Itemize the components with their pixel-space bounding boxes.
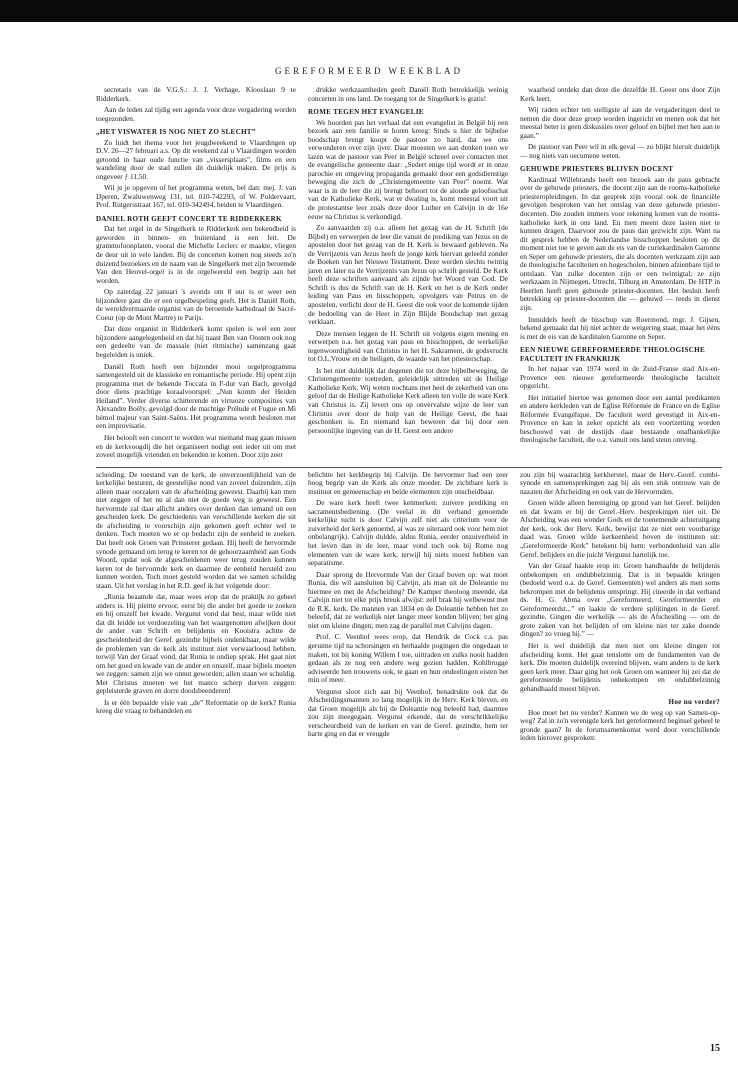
- article-paragraph: belichtte het kerkbegrip bij Calvijn. De hervormer had een zeer hoog begrip van de Kerk als onze moeder. De zichtbare kerk is instituut en gemeenschap en beide elementen zijn onscheidbaar.: [308, 469, 508, 496]
- article-paragraph: Het initiatief hiertoe was genomen door een aantal predikanten en andere kerkleden van de Eglise Réformée de France en de Eglise Réformée Evangélique. De faculteit werd gevestigd in Aix-en-Provence en kan in zeker opzicht als een voortzetting worden beschouwd van de destijds daar bestaande onafhankelijke theologische faculteit, die o.a. vanuit ons land steun ontving.: [520, 392, 720, 445]
- upper-column-1: [96, 86, 296, 463]
- article-paragraph: Vergunst sloot zich aan bij Veenhof, benadrukte ook dat de Afscheidingsmannen zo lang mogelijk in de Herv. Kerk bleven, en dat Groen mogelijk als hij de Doleantie nog beleefd had, daarmee zou zijn meegegaan. Vergunst erkende, dat de verschrikkelijke verscheurdheid van de kerken en van de Geref. gezindte, hem ter harte ging en dat er vreugde: [308, 686, 508, 739]
- article-heading: „HET VISWATER IS NOG NIET ZO SLECHT”: [96, 128, 256, 137]
- article-paragraph: Wil je je opgeven of het programma weten, bel dan: mej. J. van IJperen, Zwaluwenweg 131, tel. 010-742293, of W. Poldervaart, Prof. Rutgersstraat 167, tel. 010-342494, beiden te Vlaardingen.: [96, 183, 296, 210]
- running-header: GEREFORMEERD WEEKBLAD: [274, 66, 464, 76]
- article-heading: Hoe nu verder?: [668, 698, 720, 707]
- article-paragraph: Op zaterdag 22 januari 's avonds om 8 uur is er weer een bijzondere gast die er een orgelbespeling geeft. Het is Daniël Roth, de wereldvermaarde organist van de beroemde kathedraal de Sacré-Coeur (op de Mont Martre) te Parijs.: [96, 287, 296, 322]
- article-paragraph: Groen wilde alleen hereniging op grond van het Geref. belijden en dat kwam er bij de Geref.-Herv. besprekingen niet uit. De Afscheiding was een wonder Gods en de toenemende achteruitgang der kerk, ook der Herv. Kerk, bewijst dat ze niet een voorbarige daad was. Groen wilde kerkeenheid boven de instituten uit: „Gereformeerde Kerk” betekent bij hem: verbondenheid van alle Geref. belijders en die juicht Vergunst hartelijk toe.: [520, 498, 720, 559]
- article-paragraph: Kardinaal Willebrands heeft een bezoek aan de paus gebracht over de gehuwde priesters, die docent zijn aan de rooms-katholieke priesteropleidingen. In dat gesprek zijn vooral ook de financiële gevolgen besproken van het ontslag van deze gehuwde priester-docenten. Die zouden immers voor rekening komen van de rooms-katholieke kerk in ons land. En men meent deze lasten niet te kunnen dragen. Daarvoor zou de paus dan gezwicht zijn. Want na dit gesprek hebben de Nederlandse bisschoppen besloten op dit moment niet toe te geven aan de eis van de curiekardinalen Garonne en Seper om gehuwde priesters, die als docenten werkzaam zijn aan de theologische faculteiten en hogescholen, binnen afzienbare tijd te ontslaan. Van zulke docenten zijn er een twintigtal; ze zijn werkzaam in Nijmegen, Utrecht, Tilburg en Amsterdam. De HTP in Heerlen heeft geen gehuwde priester-docenten. Het besluit heeft betrekking op priester-docenten die — gehuwd — reeds in dienst zijn.: [520, 174, 720, 312]
- article-paragraph: „Runia beaamde dat, maar wees erop dat de praktijk zo geheel anders is. Hij pleitte ervoor, eerst bij die ander het goede te zoeken en bij onszelf het kwade. Vergunst vond dat best, maar wilde niet dat dit leidde tot verdoezeling van het waargenomen afwijken door de ander van Schrift en belijdenis en Kooistra achtte de gescheidenheid der Geref. gezindte bijbels ondenkbaar, maar wilde de problemen van de kerk als instituut niet verwaarloosd hebben, terwijl Van der Graaf vond, dat Runia te ondiep sprak. Het gaat niet om het goed en kwade van de ander en onszelf, maar bijbels moeten we zeggen: samen zijn we onnut geworden; allen staan we schuldig. Met Christus moeten we het manco scherp durven zeggen: gepleisterde graven en dorre doodsbeenderen!: [96, 592, 296, 696]
- upper-columns: [96, 86, 722, 463]
- lower-column-1: [96, 471, 296, 746]
- article-paragraph: Daniël Roth heeft een bijzonder mooi orgelprogramma samengesteld uit de klassieke en romantische periode. Hij opent zijn programma met de bekende Toccata in F-dur van Bach, gevolgd door diens prachtige koraalvoorspel: „Nun komm der Heiden Heiland”. Verder diverse schitterende en virtuoze composities van Alexandre Boëly, gevolgd door de machtige Prélude et Fugue en Mi bémol majeur van Saint-Saëns. Het programma wordt besloten met een improvisatie.: [96, 361, 296, 431]
- article-paragraph: Wij raden echter ten stelligste af aan de vergaderingen deel te nemen die door deze groep worden ingericht en menen ook dat het meestal beter is geen diskussies over geloof en bijbel met hen aan te gaan.”: [520, 105, 720, 140]
- upper-column-3: [520, 86, 720, 463]
- lower-column-2: [308, 471, 508, 746]
- article-paragraph: In het najaar van 1974 werd in de Zuid-Franse stad Aix-en-Provence een nieuwe gereformeerde theologische faculteit opgericht.: [520, 363, 720, 391]
- page-body: [96, 86, 722, 746]
- section-divider: [96, 467, 722, 468]
- article-paragraph: Het is wel duidelijk dat men niet om kleine dingen tot afscheiding komt. Het gaat tenslotte om de fundamenten van de kerk. Die moeten duidelijk overeind blijven, want anders is de kerk geen kerk meer. Daar ging het ook Groen om wanneer hij zei dat de gereformeerde belijdenis onbekompen en ondubbelzinnig gehandhaafd moest blijven.: [520, 640, 720, 693]
- article-paragraph: zou zijn bij waarachtig kerkherstel, maar de Herv.-Geref. combi-synode en samensprekingen zag hij als een stuk ontrouw van de nazaten der Afscheiding en ook van de Hervormden.: [520, 469, 720, 496]
- article-paragraph: Hoe moet het nu verder? Kunnen we de weg op van Samen-op-weg? Zal in zo'n verenigde kerk het gereformeerd beginsel geheel te gronde gaan? In de forumsamenkomst werd door verschillende leden hierover gesproken:: [520, 707, 720, 743]
- article-paragraph: Aan de leden zal tijdig een agenda voor deze vergadering worden toegezonden.: [96, 105, 296, 123]
- article-paragraph: Zo aanvaarden zij o.a. alleen het gezag van de H. Schrift (de Bijbel) en verwerpen de leer die vanuit de prediking van Jezus en de apostelen door het gezag van de H. Kerk is bewaard gebleven. Na de Verrijzenis van Jezus heeft de jonge kerk hiervan geleefd zonder de Boeken van het Nieuwe Testament. Deze werden slechts twintig jaren en later na de Verrijzenis van Jezus op schrift gesteld. De Kerk heeft deze schriften aanvaard als zijnde het Woord van God. De Schrift is dus de Schrift van de H. Kerk en het is de Kerk onder leiding van Paus en bisschoppen, opvolgers van Petrus en de apostelen, verlicht door de H. Geest die ook voor de komende tijden de bedoeling van de Heer in Zijn Blijde Boodschap met gezag verklaart.: [308, 223, 508, 327]
- article-heading: EEN NIEUWE GEREFORMEERDE THEOLOGISCHE FACULTEIT IN FRANKRIJK: [520, 346, 705, 363]
- article-paragraph: Van der Graaf haakte erop in: Groen handhaafde de belijdenis onbekompen en ondubbelzinnig. Dat is in bepaalde kringen (bedoeld werd o.a. de Geref. Gemeenten) wel anders als men soms bekrompen met de belijdenis omspringt. Hij citeerde in dat verband ds. H. G. Abma over „Gereformeerd, Gereformeerder en Gereformeerdst...” en laakte de verdere splijtingen in de Geref. gezindte. Gingen die werkelijk — als de Afscheiding — om de grote zaken van het belijden of om kleine niet ter zake doende dingen? zo vroeg hij.” —: [520, 561, 720, 639]
- article-paragraph: Inmiddels heeft de bisschop van Roermond, mgr. J. Gijsen, bekend gemaakt dat hij niet achter de weigering staat, maar het ééns is met de eis van de kardinalen Garonne en Seper.: [520, 314, 720, 341]
- article-paragraph: De ware kerk heeft twee kenmerken: zuivere prediking en sacramentsbediening. (De veelal in dit verband genoemde kerkelijke tucht is door Calvijn zelf niet als criterium voor de zuiverheid der kerk genoemd, al was ze uiteraard ook voor hem niet onbelangrijk). Calvijn duldde, aldus Runia, eerder onzuiverheid in het leven dan in de leer, maar vond toch ook bij Rome nog elementen van de ware kerk, terwijl hij niets moest hebben van separatisme.: [308, 498, 508, 568]
- article-heading: GEHUWDE PRIESTERS BLIJVEN DOCENT: [520, 165, 674, 174]
- article-paragraph: scheiding. De toestand van de kerk, de onverzoenlijkheid van de kerkelijke besturen, de geestelijke nood van zoveel duizenden, zijn alleen maar oorzaken van de afscheiding geweest. Daarbij kan men niet zeggen of het nu al dan niet de goede weg is geweest. Een hervormde zal daar allicht anders over denken dan iemand uit een gescheiden kerk. De geschiedenis van verschillende kerken die uit de afscheiding te voorschijn zijn gekomen geeft echter wel te denken. Toch moeten we er op bedacht zijn de eenheid te zoeken. Dat heeft ook Groen van Prinsterer gedaan. Hij heeft de hervormde synode gemaand om terug te keren tot de gehoorzaamheid aan Gods Woord, opdat ook de afgescheidenen weer terug zouden kunnen keren tot de hervormde kerk en daarmee de eenheid hersteld zou kunnen worden. Toch moet gesteld worden dat we samen schuldig staan. Uit het verslag in het R.D. geef ik het volgende door:: [96, 469, 296, 590]
- article-paragraph: De pastoor van Peer wil in elk geval — zo blijkt hieruit duidelijk — nog niets van oecumene weten.: [520, 142, 720, 160]
- article-paragraph: Prof. C. Veenhof wees erop, dat Hendrik de Cock c.s. pas geruime tijd na schorsingen en herhaalde pogingen die ongedaan te maken, tot bij koning Willem I toe, uittraden en zulks nooit hadden gedaan als ze nog een andere weg gezien hadden. Kohlbrugge adviseerde hen trouwens ook, te gaan en hun ondeelingen eisten het min of meer.: [308, 632, 508, 685]
- article-paragraph: Zo luidt het thema voor het jeugdweekend te Vlaardingen op D.V. 26—27 februari a.s. Op dit weekend zal u Vlaardingen worden getoond in haar oude functie van „vissersplaats”, films en een wandeling door de stad zullen dit duidelijk maken. De prijs is ongeveer ƒ 11,50.: [96, 137, 296, 181]
- article-heading: ROME TEGEN HET EVANGELIE: [308, 108, 424, 117]
- article-paragraph: Dat deze organist in Ridderkerk komt spelen is wel een zeer bijzondere aangelegenheid en dat hij naast Ben van Oosten ook nog een gedeelte van de massale (niet ritmische) samenzang gaat begeleiden is uniek.: [96, 324, 296, 360]
- lower-column-3: [520, 471, 720, 746]
- article-paragraph: Daar sprong de Hervormde Van der Graaf boven op: wat moet Runia, die wil aansluiten bij Calvijn, als man uit de Doleantie nu hiermee en met de Afscheiding? De Kamper theoloog meende, dat Calvijn niet tot elke prijs breuk afwijst: zelf brak hij welbewust met de R.K. kerk. De mannen van 1834 en de Doleantie hebben het zo beleefd, dat ze werkelijk niet langer meer konden blijven; het ging niet om kleine dingen; men zag de parallel met Calvijns dagen.: [308, 569, 508, 630]
- article-paragraph: secretaris van de V.G.S.: J. J. Verhage, Klooslaan 9 te Ridderkerk.: [96, 85, 296, 103]
- page-number: 15: [710, 1043, 720, 1054]
- article-paragraph: drukke werkzaamheden geeft Daniël Roth betrekkelijk weinig concerten in ons land. De toegang tot de Singelkerk is gratis!: [308, 85, 508, 103]
- top-black-border: [0, 0, 738, 22]
- article-paragraph: Dat het orgel in de Singelkerk te Ridderkerk een bekendheid is geworden in binnen- en buitenland is een feit. De grammofoonplaten, vooral die Michelle Leclerc er maakte, vliegen de deur uit in vele landen. Bij de concerten komen nog steeds zo'n duizend bezoekers en de naam van de Singelkerk met zijn beroemde Van den Heuvel-orgel is in de orgelwereld een begrip aan het worden.: [96, 224, 296, 285]
- article-paragraph: waarheid ontdekt dan deze die dezelfde H. Geest ons door Zijn Kerk leert.: [520, 85, 720, 103]
- upper-column-2: [308, 86, 508, 463]
- article-paragraph: We hoorden pas het verhaal dat een evangelist in België bij een bezoek aan een familie te horen kreeg: Sinds u hier de bijbelse boodschap brengt koopt de pastoor zo hard, dat we ons verwonderen over zijn ijver. Daar moesten we aan denken toen we lazen wat de pastoor van Peer in België schreef over contacten met de evangelische gemeente daar: „Sedert enige tijd wordt er in onze parochie en omgeving propaganda gemaakt door een godsdienstige beweging die zich de „Christengemeente van Peer” noemt. Wat waar is in de leer die zij brengt behoort tot de aloude geloofsschat van de Katholieke Kerk, wat er dwaling is, komt meestal voort uit de protestantse leer zoals deze door Luther en Calvijn in de 16e eeuw na Christus is verkondigd.: [308, 117, 508, 221]
- article-paragraph: Is er één bepaalde visie van „de” Reformatie op de kerk? Runia kreeg die vraag te behandelen en: [96, 697, 296, 716]
- article-heading: DANIEL ROTH GEEFT CONCERT TE RIDDERKERK: [96, 214, 282, 223]
- article-paragraph: Deze mensen leggen de H. Schrift uit volgens eigen mening en verwerpen o.a. het gezag van paus en bisschoppen, de werkelijke tegenwoordigheid van Christus in het H. Sakrament, de godsvrucht tot O.L.Vrouw en de heiligen, de waarde van het priesterschap.: [308, 328, 508, 364]
- article-paragraph: Is het niet duidelijk dat degenen die tot deze bijbelbeweging, de Christengemeente toetreden, geleidelijk uittreden uit de Heilige Katholieke Kerk. Wij weten nochtans met heel de zekerheid van ons geloof dat de Heilige Katholieke Kerk alleen ten volle de ware Kerk van Christus is. Zij levert ons op onvervalste wijze de leer van Christus over door de hulp van de Heilige Geest, die haar geschonken is. En niemand kan beweren dat hij door een persoonlijke ingeving van de H. Geest een andere: [308, 365, 508, 435]
- lower-columns: [96, 471, 722, 746]
- article-paragraph: Het belooft een concert te worden wat niemand mag gaan missen en de kerkvoogdij die het organiseert nodigt een ieder uit om met zoveel mogelijk vrienden en bekenden te komen. Door zijn zeer: [96, 432, 296, 460]
